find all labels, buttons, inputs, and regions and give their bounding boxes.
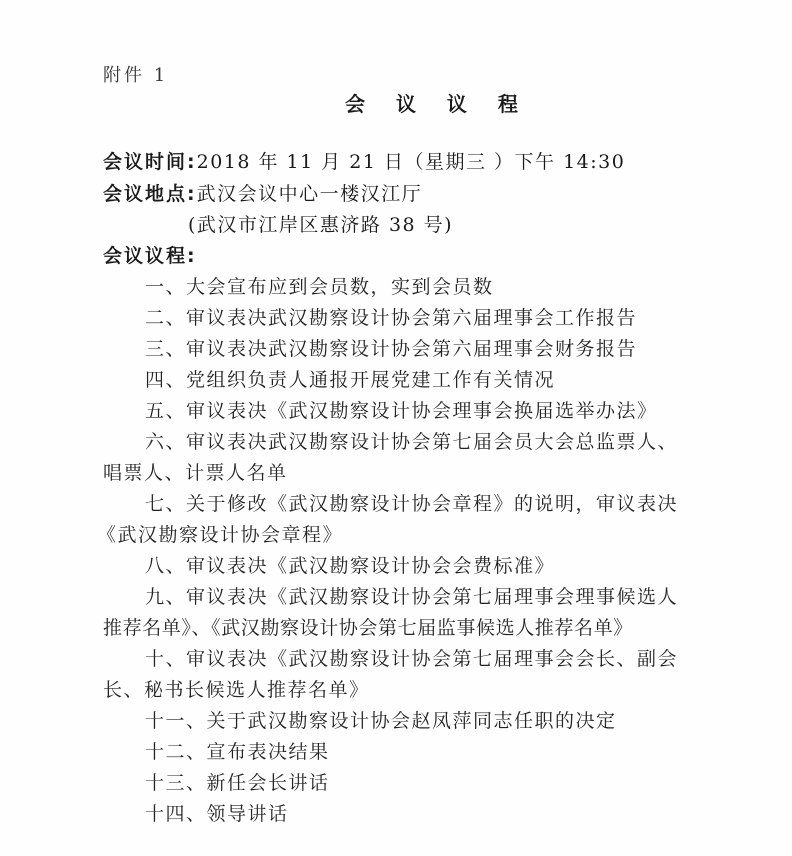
agenda-item: 一、大会宣布应到会员数，实到会员数 [145, 276, 494, 298]
agenda-item: 十三、新任会长讲话 [145, 772, 330, 794]
agenda-item: 十一、关于武汉勘察设计协会赵凤萍同志任职的决定 [145, 710, 617, 732]
agenda-item: 六、审议表决武汉勘察设计协会第七届会员大会总监票人、 [145, 431, 679, 453]
attachment-label: 附件 1 [103, 65, 169, 86]
meeting-address: (武汉市江岸区惠济路 38 号) [188, 214, 454, 236]
agenda-item: 十、审议表决《武汉勘察设计协会第七届理事会会长、副会 [145, 648, 679, 670]
agenda-item: 十二、宣布表决结果 [145, 741, 330, 763]
meeting-time-row [103, 150, 625, 174]
agenda-item: 二、审议表决武汉勘察设计协会第六届理事会工作报告 [145, 307, 638, 329]
agenda-item: 十四、领导讲话 [145, 803, 289, 825]
meeting-time-value: 2018 年 11 月 21 日（星期三 ）下午 14:30 [196, 151, 626, 173]
agenda-item: 七、关于修改《武汉勘察设计协会章程》的说明，审议表决 [145, 493, 679, 515]
agenda-item-continuation: 《武汉勘察设计协会章程》 [97, 524, 344, 546]
meeting-place-label: 会议地点: [103, 183, 197, 205]
agenda-item: 四、党组织负责人通报开展党建工作有关情况 [145, 369, 556, 391]
agenda-heading: 会议议程: [103, 245, 197, 267]
agenda-item: 五、审议表决《武汉勘察设计协会理事会换届选举办法》 [145, 400, 658, 422]
agenda-item: 八、审议表决《武汉勘察设计协会会费标准》 [145, 555, 556, 577]
agenda-item-continuation: 推荐名单》、《武汉勘察设计协会第七届监事候选人推荐名单》 [103, 617, 633, 639]
page-title: 会 议 议 程 [345, 92, 530, 116]
meeting-place-row [103, 182, 422, 206]
meeting-time-label: 会议时间: [103, 151, 197, 173]
agenda-item: 九、审议表决《武汉勘察设计协会第七届理事会理事候选人 [145, 586, 679, 608]
agenda-item-continuation: 长、秘书长候选人推荐名单》 [103, 679, 370, 701]
agenda-item: 三、审议表决武汉勘察设计协会第六届理事会财务报告 [145, 338, 638, 360]
meeting-place-value: 武汉会议中心一楼汉江厅 [196, 183, 423, 205]
agenda-item-continuation: 唱票人、计票人名单 [103, 462, 288, 484]
